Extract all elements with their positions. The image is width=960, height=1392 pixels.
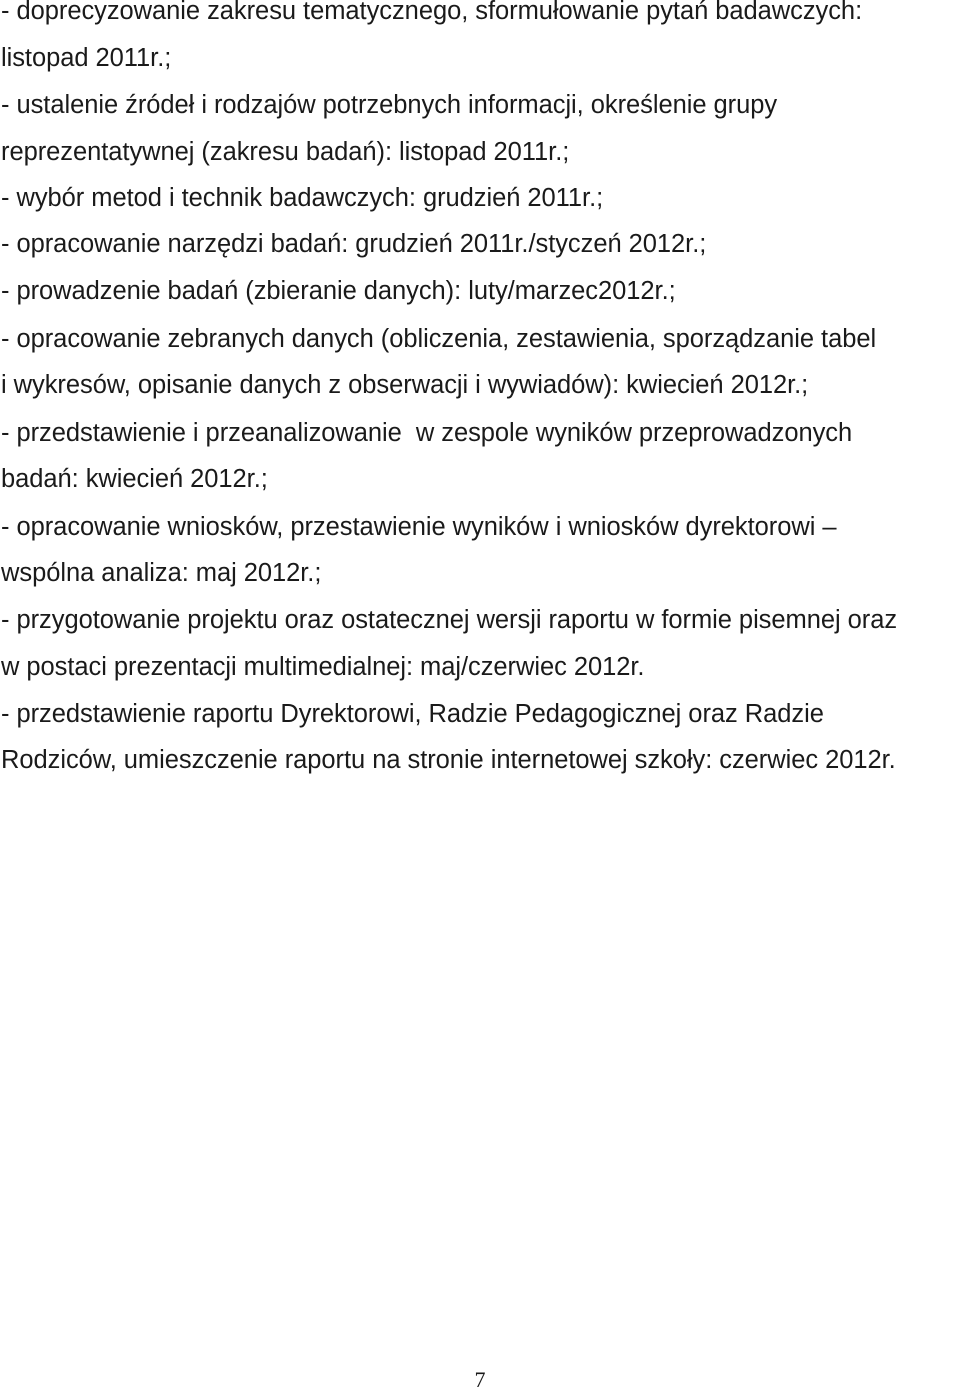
page-number: 7 [474,1367,486,1392]
text-line-7: - prowadzenie badań (zbieranie danych): luty/marzec2012r.; [1,277,676,305]
text-line-3: - ustalenie źródeł i rodzajów potrzebnych informacji, określenie grupy [1,91,778,119]
text-line-4: reprezentatywnej (zakresu badań): listopad 2011r.; [1,138,570,166]
text-line-16: - przedstawienie raportu Dyrektorowi, Radzie Pedagogicznej oraz Radzie [1,700,824,728]
text-line-15: w postaci prezentacji multimedialnej: maj/czerwiec 2012r. [1,653,645,681]
text-line-13: wspólna analiza: maj 2012r.; [1,559,322,587]
text-line-11: badań: kwiecień 2012r.; [1,465,268,493]
text-line-14: - przygotowanie projektu oraz ostatecznej wersji raportu w formie pisemnej oraz [1,606,898,634]
text-line-6: - opracowanie narzędzi badań: grudzień 2011r./styczeń 2012r.; [1,230,707,258]
text-line-1: - doprecyzowanie zakresu tematycznego, sformułowanie pytań badawczych: [1,0,863,25]
text-line-12: - opracowanie wniosków, przestawienie wyników i wniosków dyrektorowi – [1,513,837,541]
text-line-17: Rodziców, umieszczenie raportu na stronie internetowej szkoły: czerwiec 2012r. [1,746,896,774]
text-line-10: - przedstawienie i przeanalizowanie w zespole wyników przeprowadzonych [1,419,853,447]
text-line-9: i wykresów, opisanie danych z obserwacji i wywiadów): kwiecień 2012r.; [1,371,809,399]
text-line-5: - wybór metod i technik badawczych: grudzień 2011r.; [1,184,604,212]
text-line-8: - opracowanie zebranych danych (obliczenia, zestawienia, sporządzanie tabel [1,325,877,353]
text-line-2: listopad 2011r.; [1,44,172,72]
